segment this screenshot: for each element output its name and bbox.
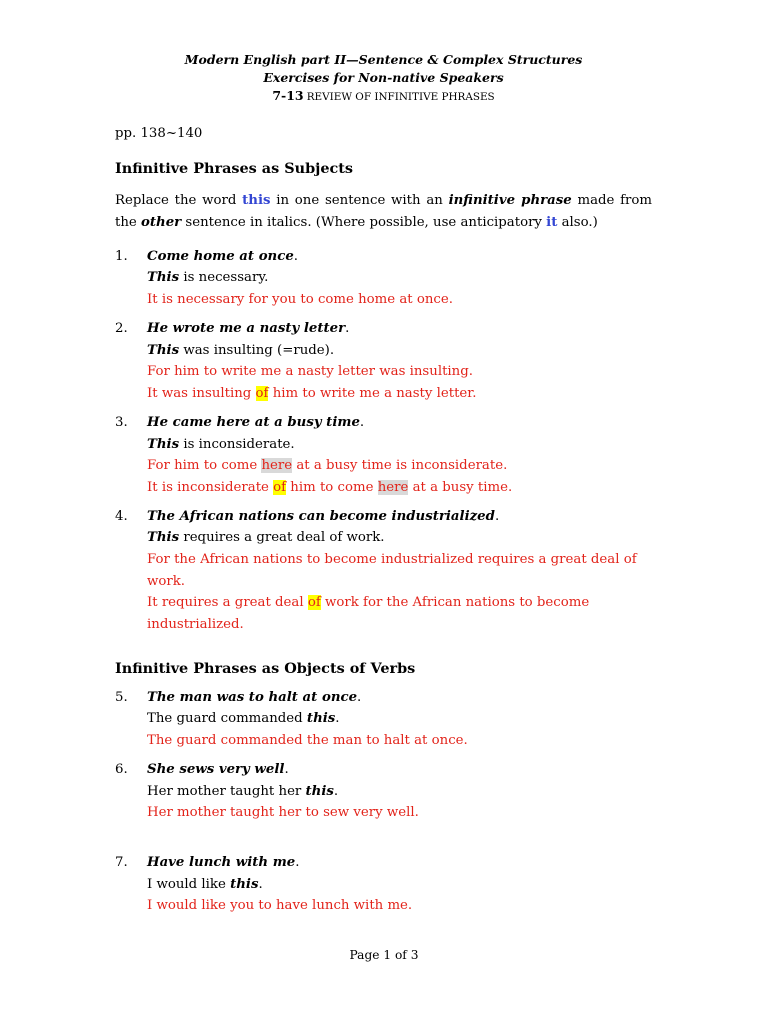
item-body (147, 687, 652, 752)
lesson-title: REVIEW OF INFINITIVE PHRASES (306, 91, 495, 103)
instructions-line (115, 190, 652, 212)
answer-sentence (147, 477, 652, 499)
emphasized-text: The African nations can become industrialized (147, 508, 495, 524)
exercise-item-5 (115, 687, 652, 752)
document-header (115, 51, 652, 106)
emphasized-text: This (147, 530, 180, 546)
text-run: at a busy time is inconsiderate. (292, 458, 508, 474)
answer-sentence (147, 361, 652, 383)
text-run: was insulting (=rude). (179, 342, 335, 358)
answer-sentence (147, 455, 652, 477)
text-run: Her mother taught her to sew very well. (147, 805, 419, 821)
text-run: is necessary. (179, 270, 269, 286)
text-run: I would like you to have lunch with me. (147, 898, 413, 914)
item-number: 1. (115, 248, 128, 264)
keyword-emphasis: it (546, 214, 558, 230)
text-run: Replace the word (115, 193, 243, 209)
emphasized-text: Have lunch with me (147, 854, 296, 870)
exercise-item-3 (115, 412, 652, 498)
base-sentence (147, 874, 652, 896)
answer-sentence (147, 895, 652, 917)
answer-sentence (147, 802, 652, 824)
highlighted-word: of (255, 385, 269, 401)
lesson-label (115, 87, 652, 106)
instructions (115, 190, 652, 233)
lesson-number: 7-13 (272, 88, 304, 103)
item-number: 3. (115, 414, 128, 430)
answer-sentence (147, 549, 652, 592)
page-reference: pp. 138~140 (115, 126, 203, 141)
text-run: I would like (147, 876, 231, 892)
base-sentence (147, 708, 652, 730)
base-sentence (147, 781, 652, 803)
item-body (147, 318, 652, 404)
item-body (147, 506, 652, 636)
highlighted-word: of (307, 595, 321, 611)
prompt-sentence (147, 246, 652, 268)
emphasized-text: She sews very well (147, 762, 285, 778)
item-number: 4. (115, 508, 128, 524)
exercise-item-1 (115, 246, 652, 311)
text-run: made from (571, 193, 652, 209)
item-body (147, 246, 652, 311)
document-body (115, 123, 652, 917)
emphasized-text: this (230, 876, 259, 892)
text-run: . (494, 508, 500, 524)
highlighted-word: here (261, 458, 293, 474)
prompt-sentence (147, 412, 652, 434)
text-run: Her mother taught her (147, 783, 306, 799)
emphasized-text: other (141, 214, 182, 230)
item-body (147, 852, 652, 917)
text-run: him to write me a nasty letter. (268, 385, 477, 401)
text-run: at a busy time. (408, 479, 513, 495)
text-run: The guard commanded the man to halt at once. (147, 733, 468, 749)
item-body (147, 759, 652, 824)
highlighted-word: of (273, 479, 287, 495)
prompt-sentence (147, 759, 652, 781)
base-sentence (147, 340, 652, 362)
text-run: For the African nations to become industrialized requires a great deal of work. (147, 552, 637, 589)
text-run: work for the African nations to become industrialized. (147, 595, 590, 632)
text-run: For him to write me a nasty letter was insulting. (147, 364, 473, 380)
text-run: requires a great deal of work. (179, 530, 385, 546)
text-run: It is necessary for you to come home at once. (147, 291, 453, 307)
section-heading-objects: Infinitive Phrases as Objects of Verbs (115, 659, 416, 677)
prompt-sentence (147, 687, 652, 709)
item-number: 7. (115, 854, 128, 870)
exercise-item-6 (115, 759, 652, 824)
emphasized-text: He came here at a busy time (147, 414, 360, 430)
prompt-sentence (147, 318, 652, 340)
text-run: . (345, 321, 350, 337)
emphasized-text: this (306, 711, 336, 727)
text-run: It requires a great deal (147, 595, 308, 611)
page-number: Page 1 of 3 (349, 948, 419, 962)
item-body (147, 412, 652, 498)
emphasized-text: This (147, 436, 180, 452)
text-run: The guard commanded (147, 711, 307, 727)
item-number: 6. (115, 762, 128, 778)
answer-sentence (147, 592, 652, 635)
text-run: For him to come (147, 458, 262, 474)
item-number: 5. (115, 689, 128, 705)
base-sentence (147, 434, 652, 456)
emphasized-text: this (305, 783, 334, 799)
text-run: . (335, 711, 340, 727)
course-title: Modern English part II—Sentence & Complex Structures (184, 52, 583, 67)
text-run: the (115, 214, 142, 230)
text-run: . (359, 414, 365, 430)
emphasized-text: He wrote me a nasty letter (147, 321, 346, 337)
emphasized-text: The man was to halt at once (147, 689, 358, 705)
base-sentence (147, 267, 652, 289)
text-run: . (258, 876, 263, 892)
instructions-line (115, 212, 652, 234)
answer-sentence (147, 289, 652, 311)
answer-sentence (147, 730, 652, 752)
text-run: in one sentence with an (270, 193, 449, 209)
text-run: . (333, 783, 339, 799)
exercise-item-7 (115, 852, 652, 917)
text-run: is inconsiderate. (179, 436, 295, 452)
emphasized-text: This (147, 342, 180, 358)
keyword-emphasis: this (242, 193, 271, 209)
emphasized-text: This (147, 270, 180, 286)
text-run: sentence in italics. (Where possible, use anticipatory (181, 214, 547, 230)
text-run: . (357, 689, 362, 705)
section-heading-subjects: Infinitive Phrases as Subjects (115, 159, 354, 177)
course-subtitle: Exercises for Non-native Speakers (263, 70, 504, 85)
text-run: . (284, 762, 289, 778)
prompt-sentence (147, 506, 652, 528)
text-run: It was insulting (147, 385, 256, 401)
exercise-item-4 (115, 506, 652, 636)
text-run: also.) (557, 214, 598, 230)
base-sentence (147, 527, 652, 549)
answer-sentence (147, 383, 652, 405)
text-run: . (293, 248, 299, 264)
text-run: . (295, 854, 300, 870)
prompt-sentence (147, 852, 652, 874)
exercise-item-2 (115, 318, 652, 404)
emphasized-text: Come home at once (147, 248, 294, 264)
text-run: him to come (286, 479, 378, 495)
item-number: 2. (115, 321, 128, 337)
highlighted-word: here (377, 479, 409, 495)
text-run: It is inconsiderate (147, 479, 274, 495)
emphasized-text: infinitive phrase (448, 193, 572, 209)
